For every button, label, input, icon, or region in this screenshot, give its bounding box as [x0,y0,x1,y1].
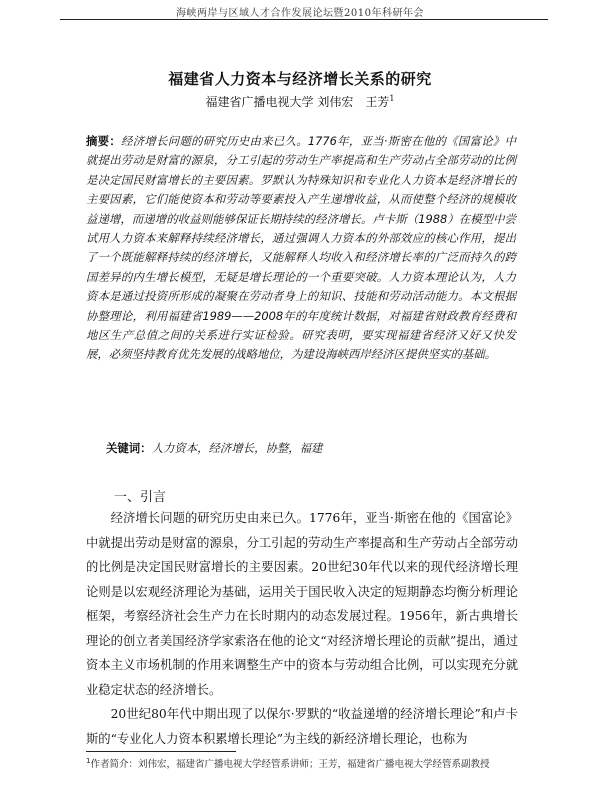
section-heading: 一、引言 [114,490,167,505]
running-header: 海峡两岸与区域人才合作发展论坛暨2010年科研年会 [176,8,424,19]
abstract-text: 经济增长问题的研究历史由来已久。1776年，亚当·斯密在他的《国富论》中就提出劳动是财富的源泉，分工引起的劳动生产率提高和生产劳动占全部劳动的比例是决定国民财富增长的主要因素。罗默认为特殊知识和专业化人力资本是经济增长的主要因素，它们能使资本和劳动等要素投入产生递增收益，从而使整个经济的规模收益递增，而递增的收益则能够保证长期持续的经济增长。卢卡斯（1988）在模型中尝试用人力资本来解释持续经济增长，通过强调人力资本的外部效应的核心作用，提出了一个既能解释持续的经济增长，又能解释人均收入和经济增长率的广泛而持久的跨国差异的内生增长模型，无疑是增长理论的一个重要突破。人力资本理论认为，人力资本是通过投资所形成的凝聚在劳动者身上的知识、技能和劳动活动能力。本文根据协整理论，利用福建省1989——2008年的年度统计数据，对福建省财政教育经费和地区生产总值之间的关系进行实证检验。研究表明，要实现福建省经济又好又快发展，必须坚持教育优先发展的战略地位，为建设海峡西岸经济区提供坚实的基础。 [86,134,516,362]
header-rule [60,19,548,20]
body-paragraph: 经济增长问题的研究历史由来已久。1776年，亚当·斯密在他的《国富论》中就提出劳动是财富的源泉，分工引起的劳动生产率提高和生产劳动占全部劳动的比例是决定国民财富增长的主要因素。20世纪30年代以来的现代经济增长理论则是以宏观经济理论为基础，运用关于国民收入决定的短期静态均衡分析理论框架，考察经济社会生产力在长时期内的动态发展过程。1956年，新古典增长理论的创立者美国经济学家索洛在他的论文“对经济增长理论的贡献”提出，通过资本主义市场机制的作用来调整生产中的资本与劳动组合比例，可以实现充分就业稳定状态的经济增长。 [86,511,518,697]
footnote-rule [86,751,236,752]
abstract [86,132,516,365]
body-paragraph: 20世纪80年代中期出现了以保尔·罗默的“收益递增的经济增长理论”和卢卡斯的“专业化人力资本积累增长理论”为主线的新经济增长理论，也称为 [86,707,518,746]
keywords [106,440,516,456]
author-line [0,93,600,110]
paper-title: 福建省人力资本与经济增长关系的研究 [168,70,432,88]
section-body [86,506,518,751]
footnote [86,756,526,770]
abstract-label: 摘要： [86,134,122,148]
author-names: 刘伟宏 王芳 [317,95,390,109]
keywords-label: 关键词： [106,441,152,455]
footnote-marker: 1 [86,756,91,765]
author-footnote-marker: 1 [389,94,395,103]
author-affiliation: 福建省广播电视大学 [205,95,314,109]
footnote-text: 作者简介：刘伟宏，福建省广播电视大学经管系讲师；王芳，福建省广播电视大学经管系副教授 [90,759,490,770]
keywords-text: 人力资本，经济增长，协整，福建 [151,441,323,455]
